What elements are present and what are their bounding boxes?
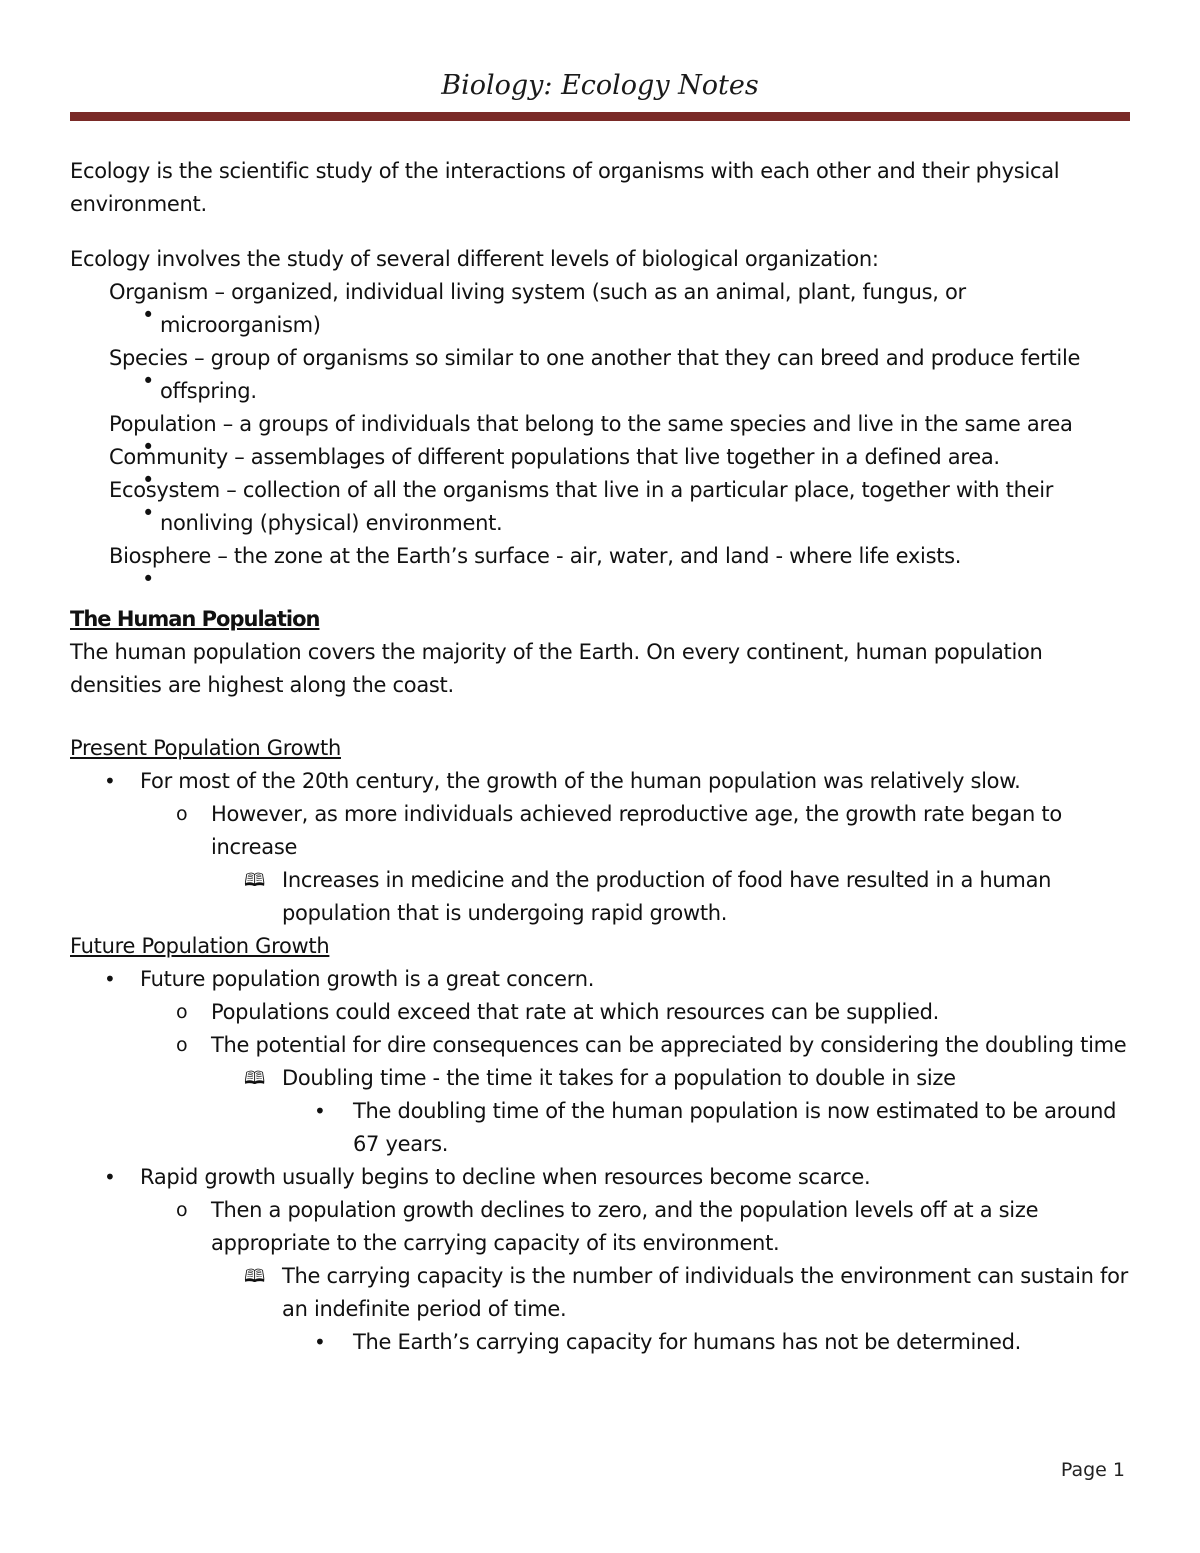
human-population-text: The human population covers the majority of the Earth. On every continent, human population densities are highest along the coast.: [70, 640, 1043, 697]
circle-marker: o: [176, 803, 188, 825]
list-item-text: Species – group of organisms so similar to one another that they can breed and produce fertile offspring.: [109, 346, 1081, 403]
list-item-text: The Earth’s carrying capacity for humans has not be determined.: [353, 1330, 1022, 1354]
present-growth-list: [70, 765, 1130, 930]
bullet-marker: •: [104, 1165, 116, 1189]
list-item: [70, 996, 1130, 1029]
list-item-text: Biosphere – the zone at the Earth’s surface - air, water, and land - where life exists.: [109, 544, 962, 568]
list-item: [70, 342, 1130, 408]
levels-intro: Ecology involves the study of several different levels of biological organization:: [70, 247, 879, 271]
page-number: Page 1: [1060, 1459, 1125, 1481]
bullet-marker: •: [104, 769, 116, 793]
list-item-text: Population – a groups of individuals that belong to the same species and live in the same area: [109, 412, 1073, 436]
section-heading-human-population: The Human Population: [70, 607, 320, 631]
list-item: [70, 1095, 1130, 1161]
list-item: [70, 474, 1130, 540]
book-icon: 🕮: [244, 1068, 265, 1089]
list-item: [70, 1161, 1130, 1194]
list-item-text: Organism – organized, individual living system (such as an animal, plant, fungus, or microorganism): [109, 280, 966, 337]
list-item-text: Then a population growth declines to zero, and the population levels off at a size appropriate to the carrying capacity of its environment.: [211, 1198, 1039, 1255]
header-divider: [70, 112, 1130, 121]
list-item-text: Community – assemblages of different populations that live together in a defined area.: [109, 445, 1000, 469]
list-item-text: The potential for dire consequences can be appreciated by considering the doubling time: [211, 1033, 1127, 1057]
list-item: [70, 1062, 1130, 1095]
bullet-marker: •: [104, 967, 116, 991]
future-growth-list: [70, 963, 1130, 1359]
list-item-text: The doubling time of the human population is now estimated to be around 67 years.: [353, 1099, 1117, 1156]
list-item: [70, 276, 1130, 342]
list-item: [70, 963, 1130, 996]
list-item: [70, 540, 1130, 573]
list-item-text: The carrying capacity is the number of individuals the environment can sustain for an indefinite period of time.: [282, 1264, 1128, 1321]
list-item: [70, 798, 1130, 864]
organization-levels-list: [70, 276, 1130, 573]
bullet-marker: •: [314, 1099, 326, 1123]
circle-marker: o: [176, 1034, 188, 1056]
list-item-text: For most of the 20th century, the growth of the human population was relatively slow.: [140, 769, 1021, 793]
book-icon: 🕮: [244, 870, 265, 891]
list-item: [70, 1260, 1130, 1326]
list-item-text: Populations could exceed that rate at which resources can be supplied.: [211, 1000, 940, 1024]
list-item: [70, 441, 1130, 474]
bullet-marker: •: [314, 1330, 326, 1354]
list-item-text: Doubling time - the time it takes for a population to double in size: [282, 1066, 956, 1090]
document-title: Biology: Ecology Notes: [441, 70, 759, 101]
circle-marker: o: [176, 1001, 188, 1023]
list-item: [70, 1029, 1130, 1062]
list-item: [70, 765, 1130, 798]
list-item-text: However, as more individuals achieved reproductive age, the growth rate began to increase: [211, 802, 1062, 859]
subheading-future-growth: Future Population Growth: [70, 934, 330, 958]
list-item: [70, 1194, 1130, 1260]
document-body: [70, 155, 1130, 1359]
list-item: [70, 864, 1130, 930]
list-item-text: Future population growth is a great concern.: [140, 967, 595, 991]
list-item: [70, 408, 1130, 441]
circle-marker: o: [176, 1199, 188, 1221]
subheading-present-growth: Present Population Growth: [70, 736, 341, 760]
list-item: [70, 1326, 1130, 1359]
book-icon: 🕮: [244, 1266, 265, 1287]
list-item-text: Rapid growth usually begins to decline when resources become scarce.: [140, 1165, 871, 1189]
ecology-definition: Ecology is the scientific study of the interactions of organisms with each other and their physical environment.: [70, 159, 1060, 216]
list-item-text: Increases in medicine and the production of food have resulted in a human population that is undergoing rapid growth.: [282, 868, 1052, 925]
list-item-text: Ecosystem – collection of all the organisms that live in a particular place, together with their nonliving (physical) environment.: [109, 478, 1054, 535]
